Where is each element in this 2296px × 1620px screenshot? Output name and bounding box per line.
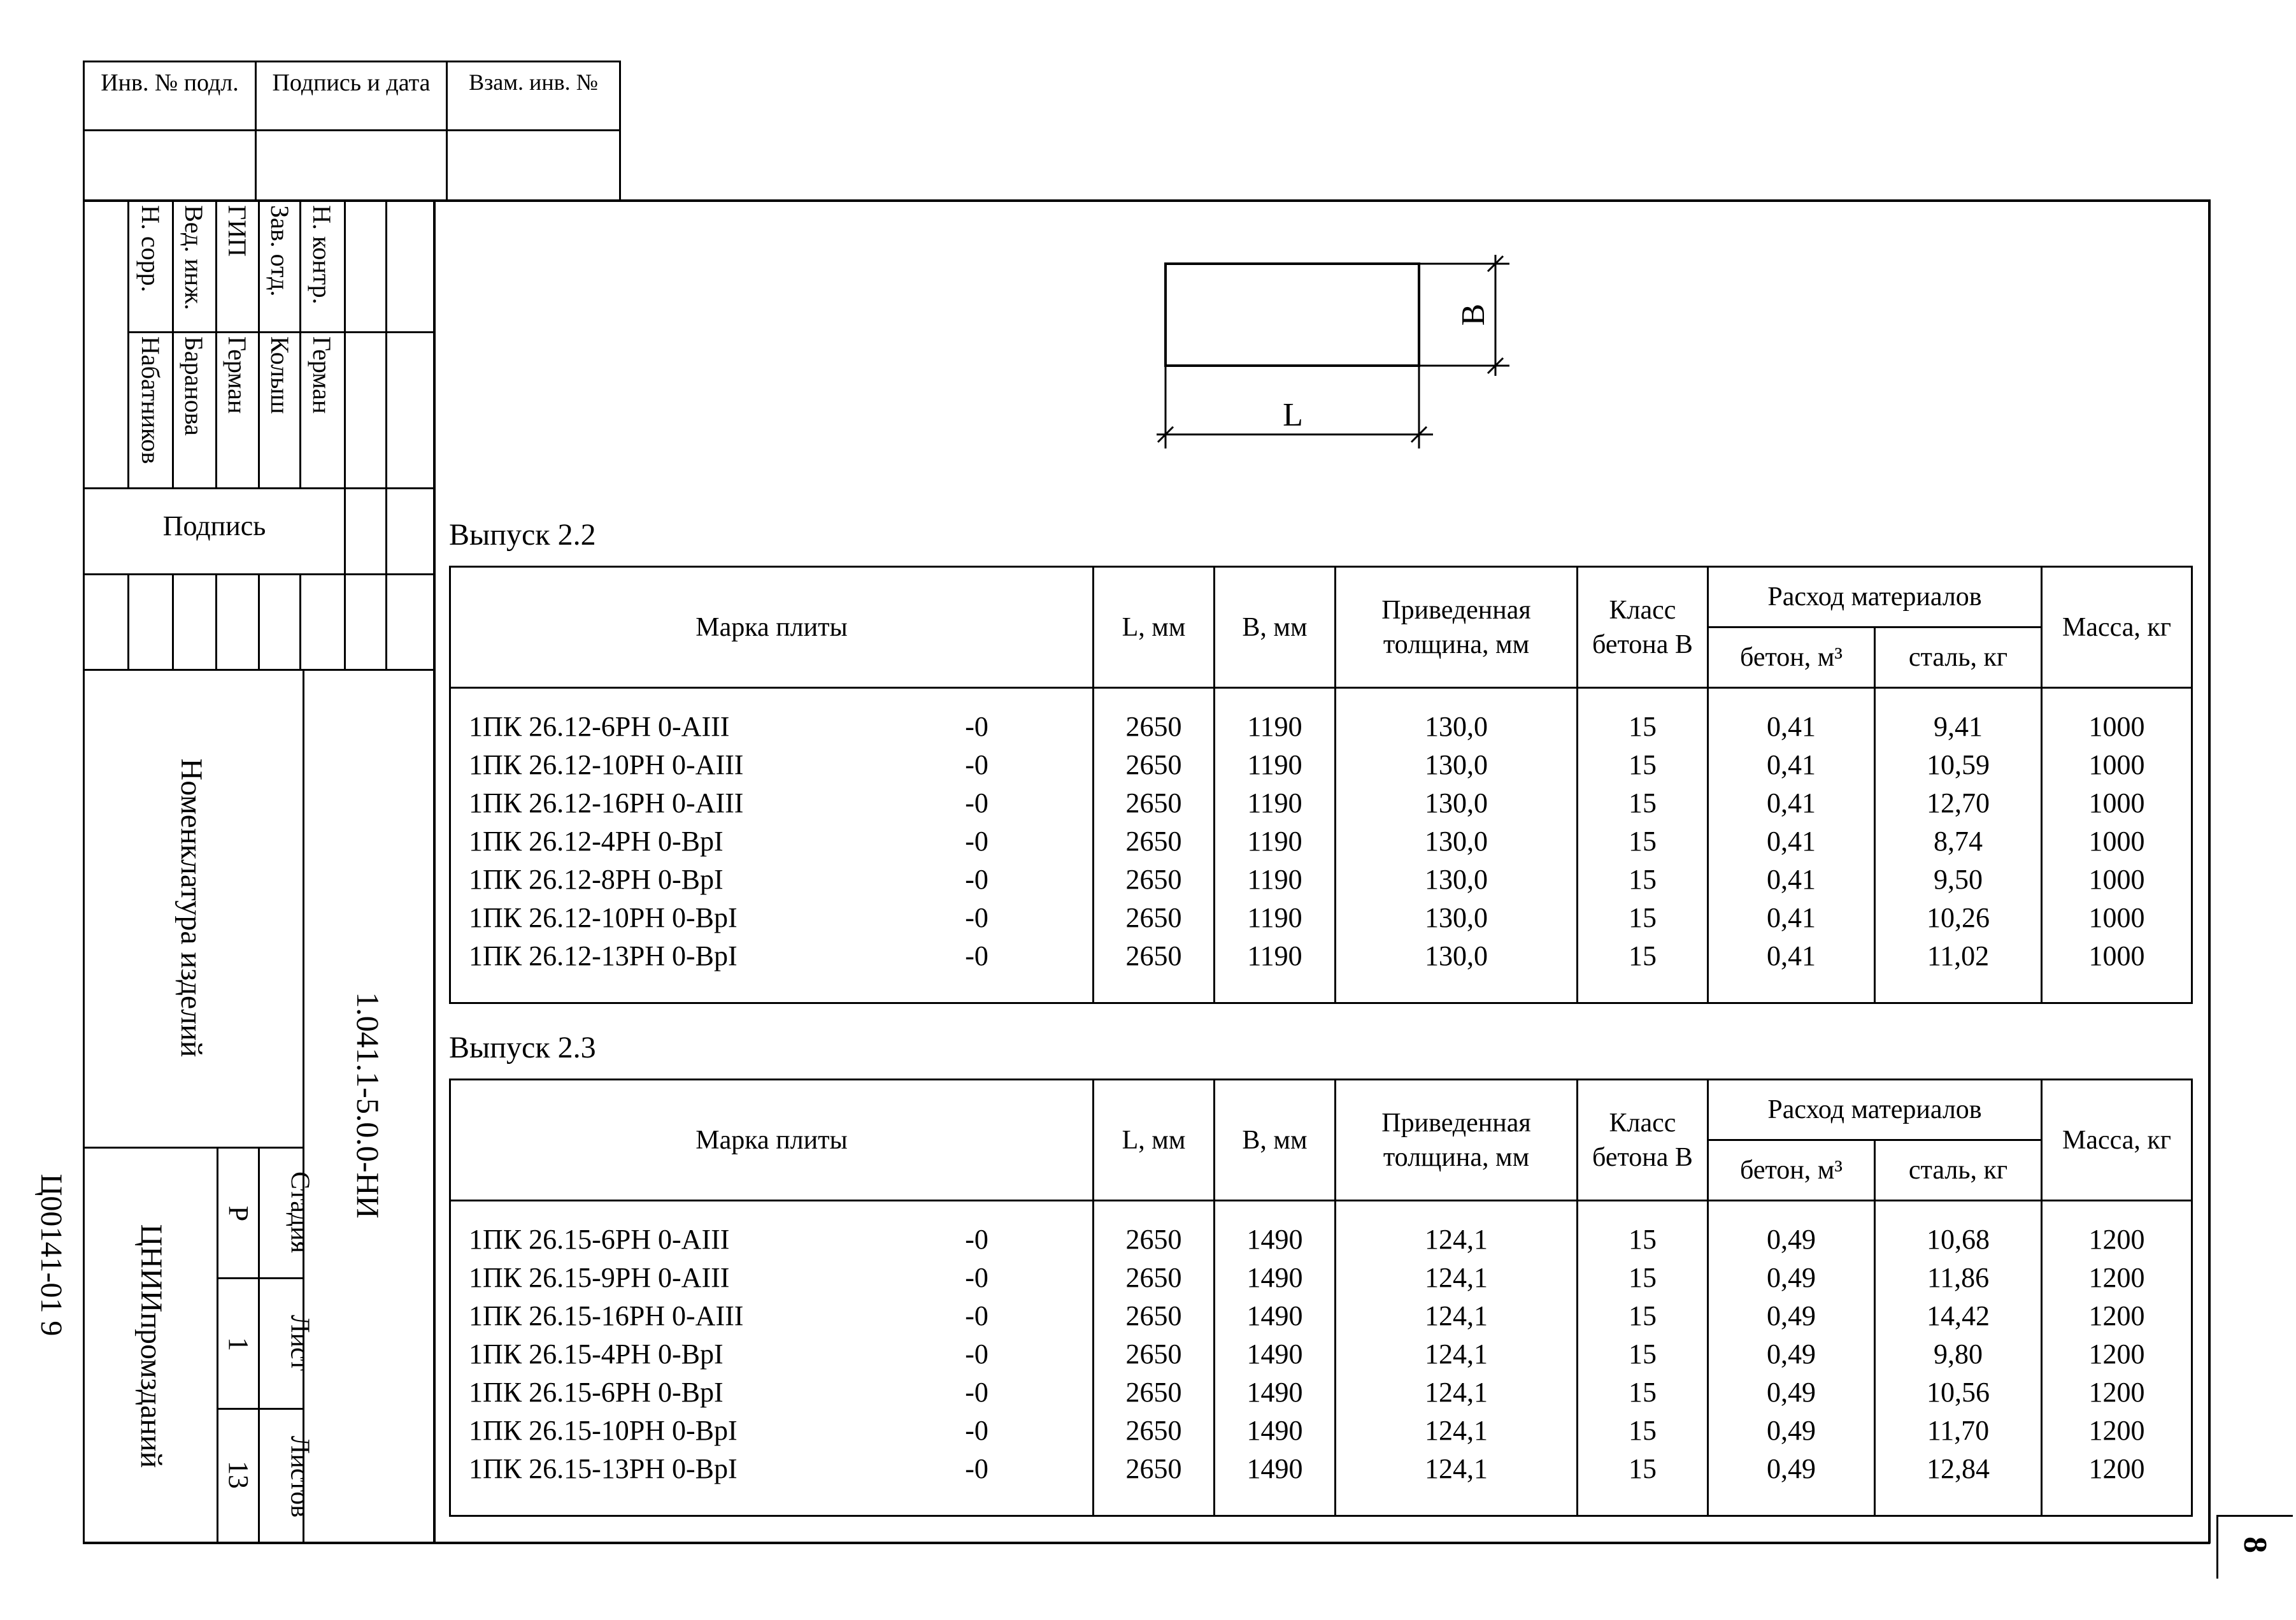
cell-steel: 12,84 [1927,1453,1990,1484]
archive-number: Ц00141-01 9 [34,1173,68,1337]
name-german-1: Герман [223,336,252,414]
cell-steel: 12,70 [1927,787,1990,819]
cell-steel: 11,86 [1927,1262,1990,1293]
cell-l: 2650 [1125,749,1182,780]
cell-thickness: 130,0 [1425,940,1488,971]
table-row-mark: 1ПК 26.15-9РН 0-АIII [469,1262,730,1293]
role-n-kontr: Н. контр. [308,205,336,305]
cell-b: 1190 [1247,902,1302,933]
cell-mass: 1200 [2088,1415,2145,1446]
cell-steel: 10,59 [1927,749,1990,780]
table-row-mark: 1ПК 26.12-10РН 0-ВрI [469,902,738,933]
cell-concrete: 0,49 [1767,1338,1816,1370]
name-kolysh: Колыш [266,336,294,414]
name-german-2: Герман [308,336,336,414]
replace-inv-header: Взам. инв. № [469,69,598,95]
cell-l: 2650 [1125,864,1182,895]
cell-mass: 1000 [2088,711,2145,742]
cell-l: 2650 [1125,711,1182,742]
cell-b: 1190 [1247,711,1302,742]
page-number: 8 [2237,1537,2273,1553]
section-title-2-2: Выпуск 2.2 [449,518,596,552]
concrete-column [1708,1201,1875,1516]
thickness-column [1336,1201,1578,1516]
table-row-suffix: -0 [965,749,988,780]
b-column [1215,688,1336,1003]
cell-class: 15 [1629,749,1657,780]
col-concrete: бетон, м³ [1708,1140,1875,1201]
cell-mass: 1200 [2088,1377,2145,1408]
cell-mass: 1000 [2088,749,2145,780]
cell-concrete: 0,49 [1767,1453,1816,1484]
col-thickness: Приведенная толщина, мм [1336,567,1578,688]
mass-column [2042,688,2192,1003]
role-ved-inzh: Вед. инж. [180,205,208,310]
thickness-column [1336,688,1578,1003]
col-concrete-class: Класс бетона В [1578,567,1708,688]
cell-mass: 1200 [2088,1300,2145,1331]
cell-mass: 1000 [2088,787,2145,819]
cell-steel: 10,26 [1927,902,1990,933]
table-row-suffix: -0 [965,1453,988,1484]
col-consumption: Расход материалов [1708,567,2042,627]
cell-class: 15 [1629,826,1657,857]
col-l: L, мм [1094,567,1215,688]
stage-label: Стадия [285,1171,315,1254]
cell-class: 15 [1629,1415,1657,1446]
cell-b: 1190 [1247,787,1302,819]
cell-concrete: 0,49 [1767,1224,1816,1255]
cell-concrete: 0,49 [1767,1300,1816,1331]
table-row-mark: 1ПК 26.15-10РН 0-ВрI [469,1415,738,1446]
table-row-suffix: -0 [965,1300,988,1331]
l-column [1094,688,1215,1003]
table-row-mark: 1ПК 26.15-16РН 0-АIII [469,1300,744,1331]
cell-mass: 1200 [2088,1224,2145,1255]
sheet-label: Лист [285,1315,315,1371]
cell-l: 2650 [1125,1300,1182,1331]
signature-label: Подпись [162,510,266,541]
cell-l: 2650 [1125,1453,1182,1484]
cell-concrete: 0,41 [1767,749,1816,780]
col-consumption: Расход материалов [1708,1080,2042,1140]
spec-table-2-2 [449,566,2193,1004]
col-l: L, мм [1094,1080,1215,1201]
steel-column [1875,1201,2042,1516]
cell-b: 1190 [1247,749,1302,780]
cell-steel: 9,80 [1934,1338,1983,1370]
cell-b: 1490 [1246,1300,1303,1331]
cell-steel: 11,02 [1927,940,1990,971]
dim-b-label: B [1455,303,1492,326]
col-mass: Масса, кг [2042,567,2192,688]
col-mark: Марка плиты [450,567,1094,688]
cell-steel: 9,50 [1934,864,1983,895]
sheet-value: 1 [223,1337,254,1351]
stage-value: Р [223,1205,254,1222]
role-zav-otd: Зав. отд. [266,205,294,297]
cell-concrete: 0,49 [1767,1415,1816,1446]
section-title-2-3: Выпуск 2.3 [449,1031,596,1064]
cell-class: 15 [1629,711,1657,742]
document-code: 1.041.1-5.0.0-НИ [350,992,386,1219]
dim-l-label: L [1283,397,1303,433]
cell-mass: 1000 [2088,826,2145,857]
table-row-suffix: -0 [965,1262,988,1293]
cell-l: 2650 [1125,1377,1182,1408]
cell-l: 2650 [1125,1262,1182,1293]
cell-class: 15 [1629,940,1657,971]
sheets-value: 13 [223,1461,254,1489]
table-row-mark: 1ПК 26.15-13РН 0-ВрI [469,1453,738,1484]
cell-steel: 10,68 [1927,1224,1990,1255]
cell-steel: 9,41 [1934,711,1983,742]
col-b: B, мм [1215,1080,1336,1201]
col-b: B, мм [1215,567,1336,688]
table-row-mark: 1ПК 26.12-4РН 0-ВрI [469,826,724,857]
cell-concrete: 0,49 [1767,1262,1816,1293]
col-concrete-class: Класс бетона В [1578,1080,1708,1201]
cell-class: 15 [1629,864,1657,895]
cell-b: 1190 [1247,940,1302,971]
cell-concrete: 0,41 [1767,940,1816,971]
cell-class: 15 [1629,902,1657,933]
cell-steel: 10,56 [1927,1377,1990,1408]
cell-thickness: 130,0 [1425,787,1488,819]
cell-l: 2650 [1125,787,1182,819]
cell-steel: 8,74 [1934,826,1983,857]
spec-table-2-3 [449,1079,2193,1517]
inv-no-header: Инв. № подл. [101,69,239,96]
document-title: Номенклатура изделий [175,758,208,1057]
cell-b: 1490 [1246,1453,1303,1484]
sheets-label: Листов [285,1435,315,1518]
cell-l: 2650 [1125,1224,1182,1255]
cell-mass: 1200 [2088,1262,2145,1293]
b-column [1215,1201,1336,1516]
table-row-mark: 1ПК 26.12-13РН 0-ВрI [469,940,738,971]
cell-class: 15 [1629,1453,1657,1484]
table-row-suffix: -0 [965,711,988,742]
col-steel: сталь, кг [1875,1140,2042,1201]
cell-thickness: 124,1 [1425,1377,1488,1408]
organization-name: ЦНИИпромзданий [134,1224,168,1468]
cell-l: 2650 [1125,1415,1182,1446]
cell-thickness: 130,0 [1425,826,1488,857]
cell-class: 15 [1629,1377,1657,1408]
table-row-suffix: -0 [965,1224,988,1255]
table-row-suffix: -0 [965,1377,988,1408]
cell-concrete: 0,41 [1767,826,1816,857]
table-row-suffix: -0 [965,902,988,933]
cell-b: 1490 [1246,1377,1303,1408]
cell-thickness: 130,0 [1425,902,1488,933]
name-baranova: Баранова [180,336,208,436]
class-column [1578,688,1708,1003]
cell-b: 1490 [1246,1262,1303,1293]
cell-class: 15 [1629,787,1657,819]
cell-b: 1490 [1246,1338,1303,1370]
col-steel: сталь, кг [1875,627,2042,688]
mass-column [2042,1201,2192,1516]
cell-b: 1190 [1247,826,1302,857]
marks-column [450,688,1094,1003]
cell-b: 1490 [1246,1224,1303,1255]
table-row-mark: 1ПК 26.12-6РН 0-АIII [469,711,730,742]
cell-thickness: 130,0 [1425,711,1488,742]
cell-concrete: 0,41 [1767,711,1816,742]
cell-concrete: 0,41 [1767,864,1816,895]
cell-l: 2650 [1125,1338,1182,1370]
cell-class: 15 [1629,1262,1657,1293]
cell-mass: 1200 [2088,1338,2145,1370]
role-n-sorr: Н. сорр. [136,205,165,292]
table-row-suffix: -0 [965,826,988,857]
cell-mass: 1000 [2088,940,2145,971]
table-row-suffix: -0 [965,864,988,895]
class-column [1578,1201,1708,1516]
cell-concrete: 0,49 [1767,1377,1816,1408]
cell-thickness: 124,1 [1425,1224,1488,1255]
cell-mass: 1200 [2088,1453,2145,1484]
cell-steel: 11,70 [1927,1415,1990,1446]
table-row-mark: 1ПК 26.12-8РН 0-ВрI [469,864,724,895]
cell-concrete: 0,41 [1767,787,1816,819]
col-mark: Марка плиты [450,1080,1094,1201]
table-row-mark: 1ПК 26.15-6РН 0-АIII [469,1224,730,1255]
steel-column [1875,688,2042,1003]
cell-class: 15 [1629,1300,1657,1331]
col-mass: Масса, кг [2042,1080,2192,1201]
signature-date-header: Подпись и дата [272,69,431,96]
cell-thickness: 124,1 [1425,1415,1488,1446]
role-gip: ГИП [223,205,252,257]
table-row-suffix: -0 [965,1338,988,1370]
cell-thickness: 124,1 [1425,1338,1488,1370]
cell-b: 1190 [1247,864,1302,895]
col-thickness: Приведенная толщина, мм [1336,1080,1578,1201]
table-row-mark: 1ПК 26.15-6РН 0-ВрI [469,1377,724,1408]
cell-steel: 14,42 [1927,1300,1990,1331]
cell-thickness: 124,1 [1425,1262,1488,1293]
plate-diagram [1134,236,1529,465]
plate-outline [1166,264,1419,366]
cell-class: 15 [1629,1338,1657,1370]
cell-b: 1490 [1246,1415,1303,1446]
table-row-mark: 1ПК 26.12-16РН 0-АIII [469,787,744,819]
cell-l: 2650 [1125,940,1182,971]
cell-l: 2650 [1125,902,1182,933]
l-column [1094,1201,1215,1516]
cell-mass: 1000 [2088,864,2145,895]
cell-class: 15 [1629,1224,1657,1255]
table-row-suffix: -0 [965,1415,988,1446]
col-concrete: бетон, м³ [1708,627,1875,688]
cell-l: 2650 [1125,826,1182,857]
table-row-suffix: -0 [965,787,988,819]
cell-thickness: 130,0 [1425,864,1488,895]
table-row-mark: 1ПК 26.12-10РН 0-АIII [469,749,744,780]
cell-concrete: 0,41 [1767,902,1816,933]
cell-thickness: 124,1 [1425,1300,1488,1331]
marks-column [450,1201,1094,1516]
cell-mass: 1000 [2088,902,2145,933]
cell-thickness: 124,1 [1425,1453,1488,1484]
concrete-column [1708,688,1875,1003]
cell-thickness: 130,0 [1425,749,1488,780]
name-nabatnikov: Набатников [136,336,165,464]
table-row-mark: 1ПК 26.15-4РН 0-ВрI [469,1338,724,1370]
table-row-suffix: -0 [965,940,988,971]
